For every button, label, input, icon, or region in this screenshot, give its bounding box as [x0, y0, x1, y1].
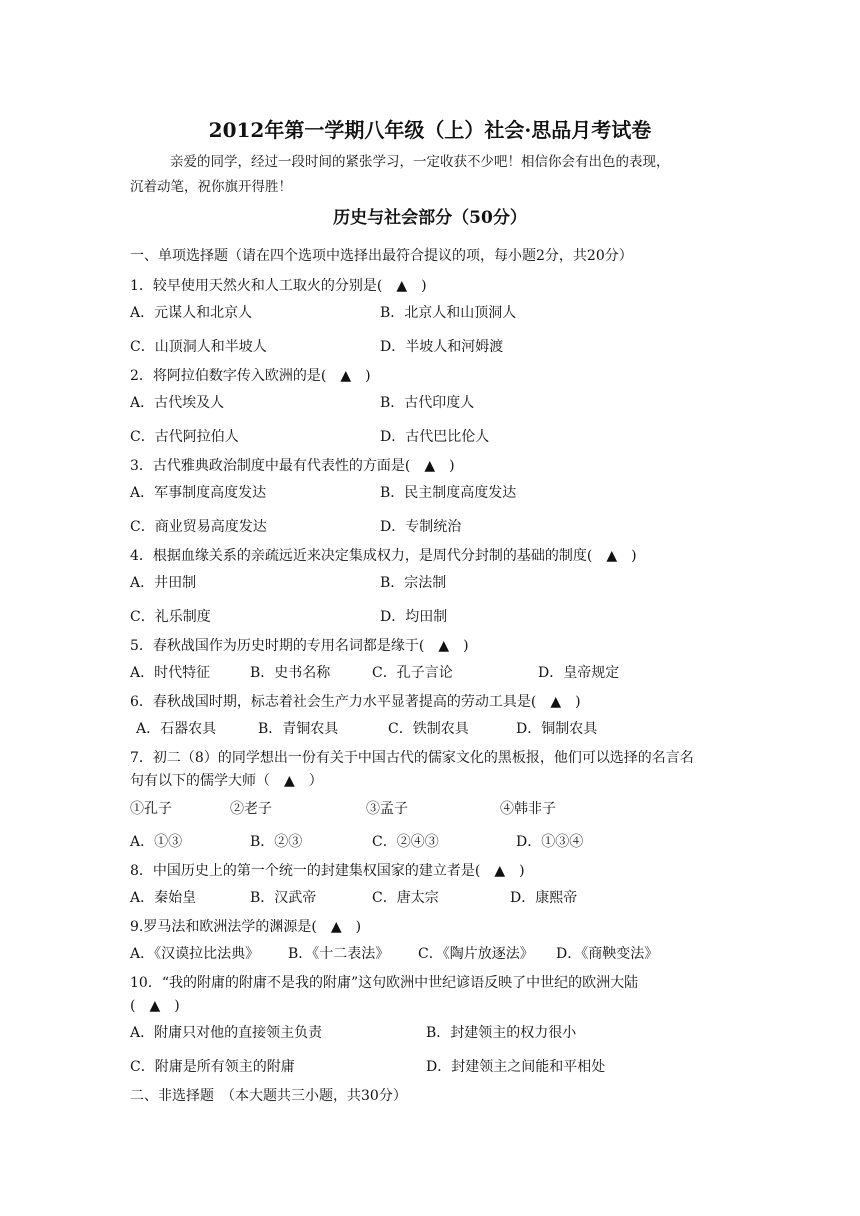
option-a: A．①③	[130, 834, 183, 850]
intro-line-1: 亲爱的同学，经过一段时间的紧张学习，一定收获不少吧！相信你会有出色的表现，	[170, 154, 670, 170]
option-d: D．半坡人和河姆渡	[380, 339, 504, 355]
option-d: D．康熙帝	[510, 890, 578, 906]
option-c: C．铁制农具	[388, 721, 469, 737]
option-b: B．史书名称	[250, 665, 331, 681]
choice-item: ①孔子	[130, 801, 172, 817]
option-a: A．附庸只对他的直接领主负责	[130, 1025, 323, 1041]
option-c: C．商业贸易高度发达	[130, 519, 267, 535]
option-b: B．②③	[250, 834, 303, 850]
option-b: B．民主制度高度发达	[380, 485, 517, 501]
page-title: 2012年第一学期八年级（上）社会·思品月考试卷	[208, 118, 652, 142]
option-a: A．秦始皇	[130, 890, 197, 906]
option-a: A．古代埃及人	[130, 395, 225, 411]
question-stem-line-2: 句有以下的儒学大师（ ▲ ）	[130, 773, 323, 789]
question-stem: 5．春秋战国作为历史时期的专用名词都是缘于( ▲ )	[130, 638, 469, 654]
option-c: C．礼乐制度	[130, 609, 211, 625]
option-c: C．唐太宗	[372, 890, 439, 906]
option-d: D．封建领主之间能和平相处	[426, 1059, 606, 1075]
option-a: A．军事制度高度发达	[130, 485, 267, 501]
option-d: D．《商鞅变法》	[556, 946, 659, 962]
option-d: D．①③④	[516, 834, 584, 850]
option-c: C．②④③	[372, 834, 439, 850]
question-stem: 4．根据血缘关系的亲疏远近来决定集成权力，是周代分封制的基础的制度( ▲ )	[130, 548, 637, 564]
option-d: D．专制统治	[380, 519, 462, 535]
option-c: C．山顶洞人和半坡人	[130, 339, 267, 355]
option-d: D．均田制	[380, 609, 448, 625]
choice-item: ④韩非子	[500, 801, 556, 817]
option-b: B．封建领主的权力很小	[426, 1025, 577, 1041]
intro-line-2: 沉着动笔，祝你旗开得胜！	[130, 179, 292, 195]
option-c: C．附庸是所有领主的附庸	[130, 1059, 295, 1075]
option-a: A．时代特征	[130, 665, 211, 681]
question-stem: 2．将阿拉伯数字传入欧洲的是( ▲ )	[130, 368, 371, 384]
option-a: A．石器农具	[136, 721, 217, 737]
option-d: D．古代巴比伦人	[380, 429, 490, 445]
question-stem: 1．较早使用天然火和人工取火的分别是( ▲ )	[130, 278, 427, 294]
question-stem: 6．春秋战国时期，标志着社会生产力水平显著提高的劳动工具是( ▲ )	[130, 694, 581, 710]
option-a: A．井田制	[130, 575, 197, 591]
option-b: B．宗法制	[380, 575, 447, 591]
part2-heading: 二、非选择题 （本大题共三小题，共30分）	[130, 1088, 407, 1104]
option-a: A．元谋人和北京人	[130, 305, 253, 321]
option-b: B．青铜农具	[258, 721, 339, 737]
option-b: B．古代印度人	[380, 395, 475, 411]
option-b: B．北京人和山顶洞人	[380, 305, 517, 321]
part1-heading: 一、单项选择题（请在四个选项中选择出最符合提议的项，每小题2分，共20分）	[130, 248, 633, 264]
choice-item: ③孟子	[366, 801, 408, 817]
question-stem: 3．古代雅典政治制度中最有代表性的方面是( ▲ )	[130, 458, 455, 474]
option-c: C．古代阿拉伯人	[130, 429, 239, 445]
question-stem-line-1: 7．初二（8）的同学想出一份有关于中国古代的儒家文化的黑板报，他们可以选择的名言名	[130, 750, 694, 766]
option-a: A．《汉谟拉比法典》	[130, 946, 260, 962]
option-b: B．《十二表法》	[288, 946, 390, 962]
section-title: 历史与社会部分（50分）	[333, 208, 527, 228]
option-d: D．铜制农具	[516, 721, 598, 737]
question-stem: 9.罗马法和欧洲法学的渊源是( ▲ )	[130, 919, 362, 935]
option-d: D．皇帝规定	[538, 665, 620, 681]
question-stem-line-1: 10．“我的附庸的附庸不是我的附庸”这句欧洲中世纪谚语反映了中世纪的欧洲大陆	[130, 975, 639, 991]
option-b: B．汉武帝	[250, 890, 317, 906]
choice-item: ②老子	[230, 801, 272, 817]
option-c: C．《陶片放逐法》	[418, 946, 534, 962]
question-stem-line-2: ( ▲ )	[130, 998, 180, 1014]
question-stem: 8．中国历史上的第一个统一的封建集权国家的建立者是( ▲ )	[130, 863, 525, 879]
option-c: C．孔子言论	[372, 665, 453, 681]
